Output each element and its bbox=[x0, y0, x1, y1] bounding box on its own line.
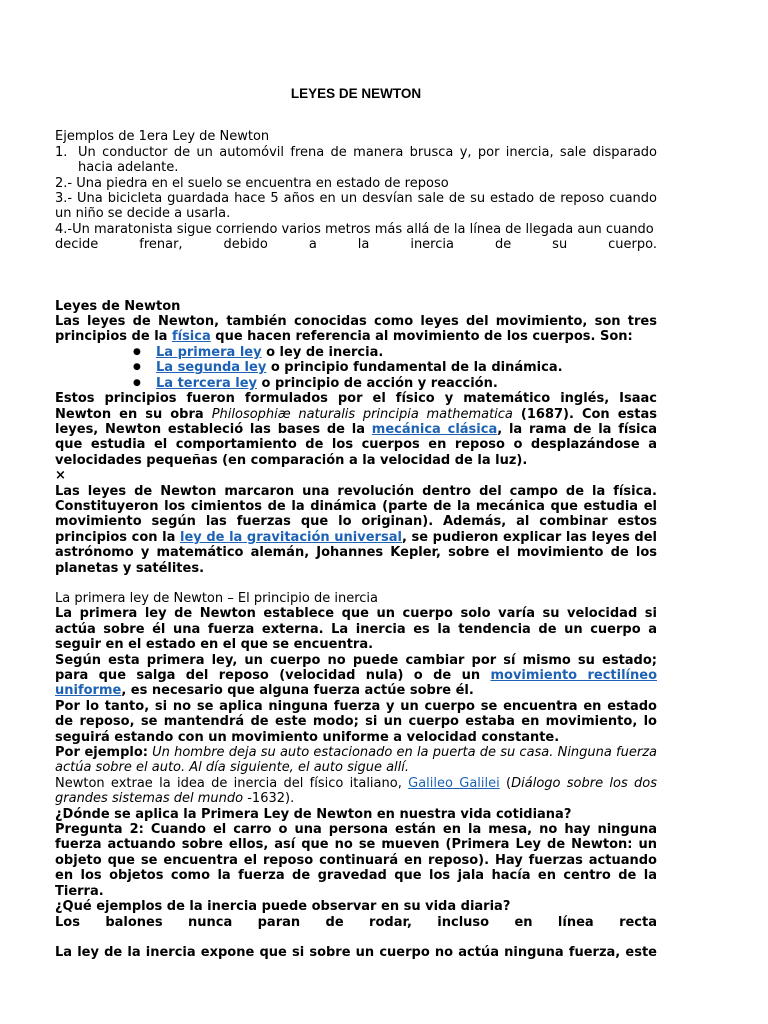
first-law-example: Por ejemplo: Un hombre deja su auto estacionado en la puerta de su casa. Ninguna fuerza actúa sobre el auto. Al día siguiente, el auto sigue allí. bbox=[55, 745, 657, 776]
document-page bbox=[55, 86, 657, 960]
link-movimiento-rectilineo[interactable]: movimiento rectilíneo uniforme bbox=[55, 668, 657, 699]
list-item: ● La tercera ley o principio de acción y reacción. bbox=[156, 376, 657, 391]
example-item-1 bbox=[55, 145, 657, 176]
list-text: Un conductor de un automóvil frena de manera brusca y, por inercia, sale disparado hacia adelante. bbox=[78, 144, 657, 176]
link-primera-ley[interactable]: La primera ley bbox=[156, 344, 262, 360]
first-law-paragraph-5: Newton extrae la idea de inercia del físico italiano, Galileo Galilei (Diálogo sobre los dos grandes sistemas del mundo -1632). bbox=[55, 775, 657, 807]
laws-heading: Leyes de Newton bbox=[55, 298, 181, 314]
example-item-4b: decide frenar, debido a la inercia de su cuerpo. bbox=[55, 237, 657, 253]
first-law-paragraph-3: Por lo tanto, si no se aplica ninguna fuerza y un cuerpo se encuentra en estado de reposo, se mantendrá de este modo; si un cuerpo estaba en movimiento, lo seguirá estando con un movimiento uniforme a velocidad constante. bbox=[55, 698, 657, 745]
close-mark-icon: × bbox=[55, 468, 66, 484]
example-item-3: 3.- Una bicicleta guardada hace 5 años en un desvían sale de su estado de reposo cuando un niño se decide a usarla. bbox=[55, 191, 657, 222]
link-galileo-galilei[interactable]: Galileo Galilei bbox=[408, 775, 500, 791]
examples-heading: Ejemplos de 1era Ley de Newton bbox=[55, 129, 270, 145]
example-item-2: 2.- Una piedra en el suelo se encuentra en estado de reposo bbox=[55, 175, 449, 191]
first-law-paragraph-2: Según esta primera ley, un cuerpo no puede cambiar por sí mismo su estado; para que salga del reposo (velocidad nula) o de un movimiento rectilíneo uniforme, es necesario que alguna fuerza actúe sobre él. bbox=[55, 652, 657, 699]
first-law-heading: La primera ley de Newton – El principio de inercia bbox=[55, 590, 379, 606]
laws-list bbox=[55, 345, 657, 391]
link-tercera-ley[interactable]: La tercera ley bbox=[156, 375, 258, 391]
laws-paragraph-3: Las leyes de Newton marcaron una revolución dentro del campo de la física. Constituyeron los cimientos de la dinámica (parte de la mecánica que estudia el movimiento según las fuerzas que lo originan). Además, al combinar estos principios con la ley de la gravitación universal, se pudieron explicar las leyes del astrónomo y matemático alemán, Johannes Kepler, sobre el movimiento de los planetas y satélites. bbox=[55, 483, 658, 576]
link-segunda-ley[interactable]: La segunda ley bbox=[156, 360, 267, 376]
laws-intro: Las leyes de Newton, también conocidas como leyes del movimiento, son tres principios de la física que hacen referencia al movimiento de los cuerpos. Son: bbox=[55, 314, 657, 345]
final-paragraph: La ley de la inercia expone que si sobre un cuerpo no actúa ninguna fuerza, este bbox=[55, 944, 657, 960]
link-mecanica-clasica[interactable]: mecánica clásica bbox=[371, 421, 498, 437]
link-fisica[interactable]: física bbox=[171, 329, 211, 345]
answer-1: Pregunta 2: Cuando el carro o una persona están en la mesa, no hay ninguna fuerza actuando sobre ellos, así que no se mueven (Primera Ley de Newton: un objeto que se encuentra el reposo continuará en reposo). Hay fuerzas actuando en los objetos como la fuerza de gravedad que los jala hacía en centro de la Tierra. bbox=[55, 822, 657, 899]
answer-2: Los balones nunca paran de rodar, incluso en línea recta bbox=[55, 914, 657, 930]
example-item-4a: 4.-Un maratonista sigue corriendo varios metros más allá de la línea de llegada aun cuando bbox=[55, 221, 654, 237]
link-gravitacion-universal[interactable]: ley de la gravitación universal bbox=[179, 529, 402, 545]
question-2: ¿Qué ejemplos de la inercia puede observar en su vida diaria? bbox=[55, 899, 511, 915]
first-law-paragraph-1: La primera ley de Newton establece que un cuerpo solo varía su velocidad si actúa sobre él una fuerza externa. La inercia es la tendencia de un cuerpo a seguir en el estado en el que se encuentra. bbox=[55, 606, 657, 653]
laws-paragraph-2: Estos principios fueron formulados por el físico y matemático inglés, Isaac Newton en su obra Philosophiæ naturalis principia mathematica (1687). Con estas leyes, Newton estableció las bases de la mecánica clásica, la rama de la física que estudia el comportamiento de los cuerpos en reposo o desplazándose a velocidades pequeñas (en comparación a la velocidad de la luz). bbox=[55, 391, 657, 468]
list-item: ● La primera ley o ley de inercia. bbox=[156, 345, 657, 360]
list-number: 1. bbox=[55, 144, 68, 160]
question-1: ¿Dónde se aplica la Primera Ley de Newton en nuestra vida cotidiana? bbox=[55, 806, 572, 822]
page-title: LEYES DE NEWTON bbox=[290, 86, 422, 101]
list-item: ● La segunda ley o principio fundamental de la dinámica. bbox=[156, 360, 657, 375]
